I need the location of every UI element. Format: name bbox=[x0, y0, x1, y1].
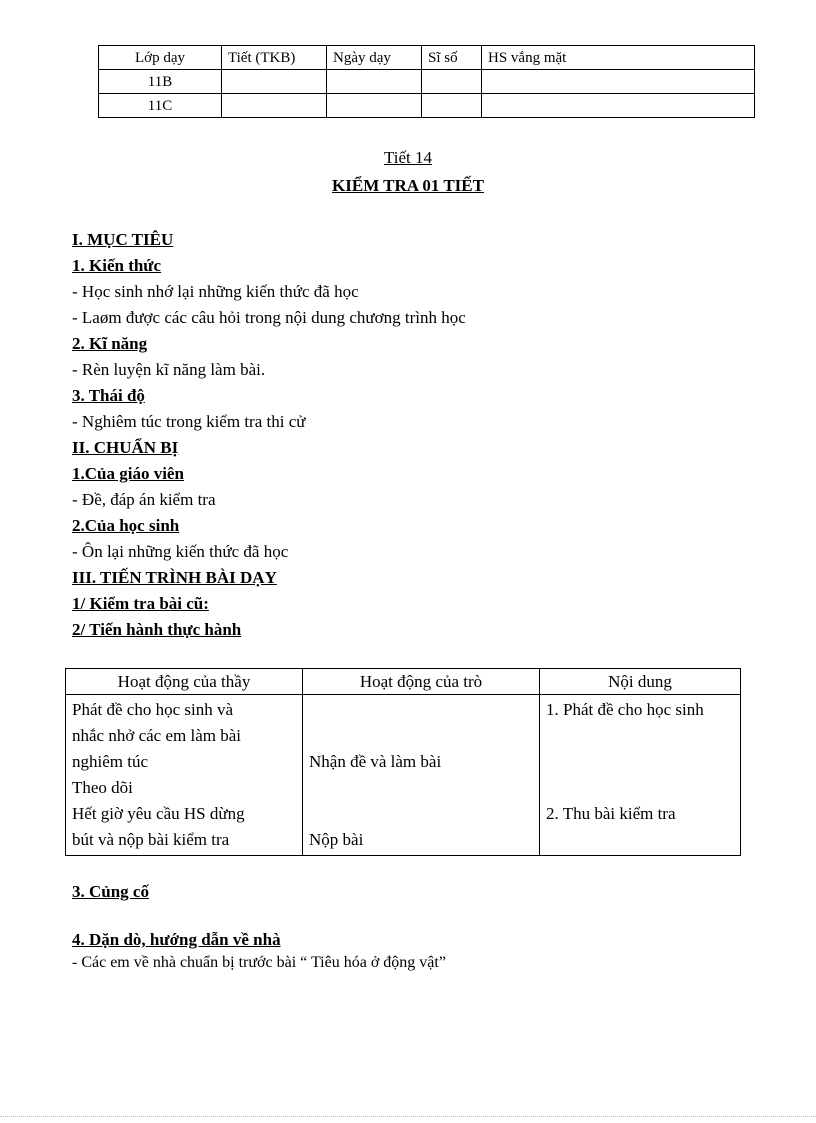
cell-line bbox=[546, 827, 734, 853]
cell-line bbox=[546, 723, 734, 749]
table-header-row bbox=[66, 669, 741, 695]
body-line: - Nghiêm túc trong kiểm tra thi cử bbox=[72, 412, 306, 431]
subsection-heading: 1. Kiến thức bbox=[72, 256, 162, 275]
table-row bbox=[66, 695, 741, 856]
table-cell bbox=[482, 94, 755, 118]
table-cell bbox=[327, 94, 422, 118]
cell-line: 2. Thu bài kiểm tra bbox=[546, 804, 676, 823]
table-cell bbox=[222, 94, 327, 118]
header-cell: Nội dung bbox=[540, 669, 741, 695]
section-heading: 3. Củng cố bbox=[72, 882, 149, 901]
header-cell: Lớp dạy bbox=[99, 46, 222, 70]
table-row bbox=[99, 94, 755, 118]
teacher-activity-cell bbox=[66, 695, 303, 856]
body-line: - Các em về nhà chuẩn bị trước bài “ Tiêu hóa ở động vật” bbox=[72, 954, 446, 971]
cell-line bbox=[309, 723, 533, 749]
class-schedule-table bbox=[98, 45, 755, 118]
section-heading: III. TIẾN TRÌNH BÀI DẠY bbox=[72, 568, 277, 587]
body-line: - Ôn lại những kiến thức đã học bbox=[72, 542, 289, 561]
body-line: - Rèn luyện kĩ năng làm bài. bbox=[72, 360, 266, 379]
cell-line: Nộp bài bbox=[309, 830, 364, 849]
subsection-heading: 1/ Kiểm tra bài cũ: bbox=[72, 594, 209, 613]
table-cell: 11B bbox=[99, 70, 222, 94]
cell-line: nhắc nhở các em làm bài bbox=[72, 726, 241, 745]
table-cell bbox=[422, 70, 482, 94]
body-line: - Đề, đáp án kiểm tra bbox=[72, 490, 216, 509]
cell-line: Hết giờ yêu cầu HS dừng bbox=[72, 804, 245, 823]
cell-line: Theo dõi bbox=[72, 778, 133, 797]
table-cell bbox=[482, 70, 755, 94]
table-cell bbox=[222, 70, 327, 94]
student-activity-cell bbox=[303, 695, 540, 856]
header-cell: Hoạt động của trò bbox=[303, 669, 540, 695]
subsection-heading: 2. Kĩ năng bbox=[72, 334, 148, 353]
section-heading: I. MỤC TIÊU bbox=[72, 230, 174, 249]
header-cell: Ngày dạy bbox=[327, 46, 422, 70]
cell-line bbox=[546, 749, 734, 775]
section-heading: II. CHUẨN BỊ bbox=[72, 438, 179, 457]
cell-line: Phát đề cho học sinh và bbox=[72, 700, 233, 719]
activity-table bbox=[65, 668, 741, 856]
lesson-title: KIỂM TRA 01 TIẾT bbox=[332, 176, 484, 195]
body-line: - Laøm được các câu hỏi trong nội dung chương trình học bbox=[72, 308, 466, 327]
cell-line: 1. Phát đề cho học sinh bbox=[546, 700, 704, 719]
lesson-period: Tiết 14 bbox=[383, 148, 433, 167]
table-row bbox=[99, 70, 755, 94]
header-cell: HS vắng mặt bbox=[482, 46, 755, 70]
cell-line bbox=[309, 801, 533, 827]
content-cell bbox=[540, 695, 741, 856]
table-cell: 11C bbox=[99, 94, 222, 118]
subsection-heading: 1.Của giáo viên bbox=[72, 464, 184, 483]
subsection-heading: 2/ Tiến hành thực hành bbox=[72, 620, 242, 639]
section-heading: 4. Dặn dò, hướng dẫn về nhà bbox=[72, 930, 281, 949]
cell-line: nghiêm túc bbox=[72, 752, 149, 771]
cell-line: bút và nộp bài kiểm tra bbox=[72, 830, 230, 849]
table-cell bbox=[327, 70, 422, 94]
cell-line bbox=[309, 697, 533, 723]
body-line: - Học sinh nhớ lại những kiến thức đã học bbox=[72, 282, 359, 301]
lesson-body bbox=[72, 227, 466, 643]
subsection-heading: 3. Thái độ bbox=[72, 386, 145, 405]
cell-line bbox=[309, 775, 533, 801]
table-cell bbox=[422, 94, 482, 118]
page-bottom-divider bbox=[0, 1116, 816, 1117]
cell-line bbox=[546, 775, 734, 801]
header-cell: Hoạt động của thầy bbox=[66, 669, 303, 695]
consolidate-heading-wrap bbox=[72, 882, 149, 902]
header-cell: Tiết (TKB) bbox=[222, 46, 327, 70]
table-header-row bbox=[99, 46, 755, 70]
cell-line: Nhận đề và làm bài bbox=[309, 752, 442, 771]
subsection-heading: 2.Của học sinh bbox=[72, 516, 180, 535]
homework-heading-wrap bbox=[72, 930, 281, 950]
header-cell: Sĩ số bbox=[422, 46, 482, 70]
